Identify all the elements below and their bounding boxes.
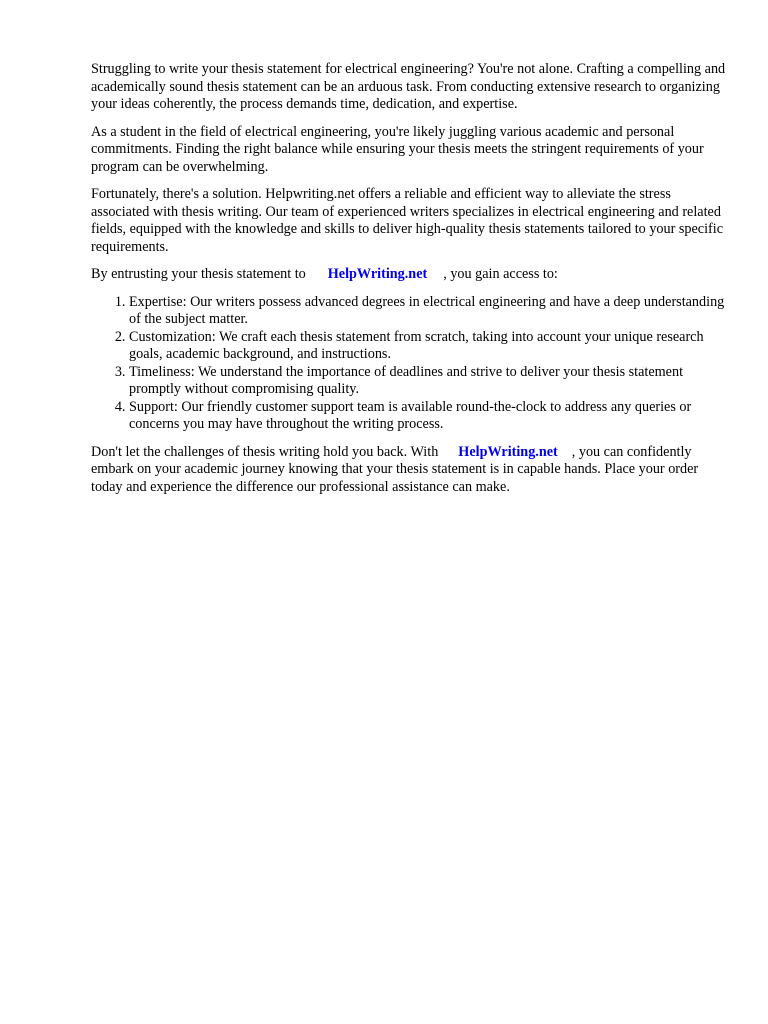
- paragraph-closing: [91, 444, 731, 497]
- list-item-timeliness: 3. Timeliness: We understand the importance of deadlines and strive to deliver your thesis statement promptly without compromising quality.: [129, 364, 731, 399]
- list-item-customization: 2. Customization: We craft each thesis statement from scratch, taking into account your unique research goals, academic background, and instructions.: [129, 329, 731, 364]
- entrusting-text-after: , you gain access to:: [443, 266, 558, 282]
- helpwriting-link[interactable]: HelpWriting.net: [327, 266, 428, 282]
- helpwriting-link-closing[interactable]: HelpWriting.net: [458, 443, 558, 460]
- paragraph-student: As a student in the field of electrical engineering, you're likely juggling various academic and personal commitments. Finding the right balance while ensuring your thesis meets the stringent requirements of your program can be overwhelming.: [91, 123, 704, 175]
- closing-text-after: , you can confidently embark on your academic journey knowing that your thesis statement is in capable hands. Place your order today and experience the difference our professional assistance can make.: [91, 443, 699, 495]
- closing-text-before: Don't let the challenges of thesis writing hold you back. With: [91, 443, 439, 460]
- paragraph-intro: Struggling to write your thesis statement for electrical engineering? You're not alone. Crafting a compelling and academically sound thesis statement can be an arduous task. From conducting extensive research to organizing your ideas coherently, the process demands time, dedication, and expertise.: [91, 61, 726, 112]
- entrusting-text-before: By entrusting your thesis statement to: [91, 266, 306, 282]
- list-item-expertise: 1. Expertise: Our writers possess advanced degrees in electrical engineering and have a deep understanding of the subject matter.: [129, 294, 731, 329]
- list-item-support: 4. Support: Our friendly customer support team is available round-the-clock to address any queries or concerns you may have throughout the writing process.: [129, 399, 731, 434]
- paragraph-solution: Fortunately, there's a solution. Helpwriting.net offers a reliable and efficient way to alleviate the stress associated with thesis writing. Our team of experienced writers specializes in electrical engineering and related fields, equipped with the knowledge and skills to deliver high-quality thesis statements tailored to your specific requirements.: [91, 186, 723, 255]
- paragraph-entrusting: [91, 266, 731, 284]
- document-body: [91, 61, 731, 506]
- benefits-list: [91, 294, 731, 434]
